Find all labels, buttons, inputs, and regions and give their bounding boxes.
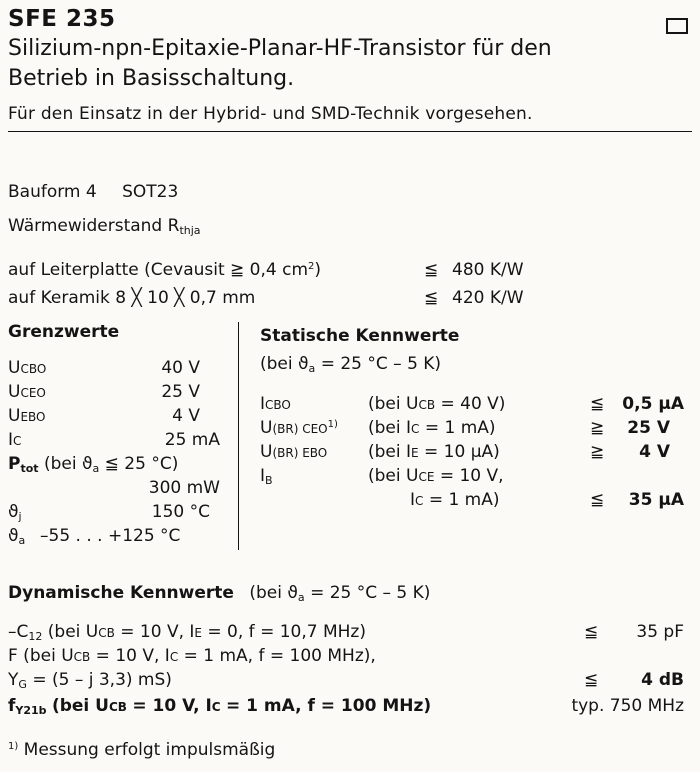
f-value: 4 dB [641,670,684,690]
ta-symbol: $ϑ_a$ [8,526,26,547]
thermal-value: 480 K/W [452,260,524,280]
limits-heading: Grenzwerte [8,322,120,342]
usage-note: Für den Einsatz in der Hybrid- und SMD-Technik vorgesehen. [8,104,533,124]
static-value: 0,5 µA [622,394,684,414]
thermal-row-text: auf Keramik 8 ╳ 10 ╳ 0,7 mm [8,288,256,308]
c12-value: 35 pF [636,622,684,642]
dynamic-cond: (bei ϑ [249,583,298,603]
thermal-row-text: auf Leiterplatte (Cevausit ≧ 0,4 cm [8,260,309,280]
dynamic-heading-row [8,583,430,604]
footnote-text: Messung erfolgt impulsmäßig [23,740,276,760]
tj-symbol: $ϑ_j$ [8,502,22,523]
package-row [8,182,178,202]
part-number: SFE 235 [8,6,116,32]
ptot-value: 300 mW [148,478,220,498]
thermal-rel: ≦ [424,288,439,308]
static-rel: ≦ [590,490,605,510]
f-rel: ≦ [584,670,599,690]
fy-value: typ. 750 MHz [571,696,684,716]
thermal-label [8,216,201,237]
static-cond-cont: IC = 1 mA) [410,490,500,510]
static-value: 25 V [627,418,670,438]
static-symbol: U(BR) CEO$^{1)}$ [260,418,338,438]
dynamic-cond-sub: a [297,591,305,604]
footnote [8,740,275,760]
static-symbol: U(BR) EBO [260,442,328,462]
static-condition: (bei $ϑ_a = 25$ °C – 5 K) [260,354,442,375]
limit-symbol: UCBO [8,358,47,378]
ta-value: –55 . . . +125 °C [40,526,181,546]
c12-row: $-C_{12}$ (bei UCB = 10 V, IE = 0, f = 10,7 MHz) [8,622,366,643]
thermal-label-text: Wärmewiderstand R [8,216,180,236]
title-line-1: Silizium-npn-Epitaxie-Planar-HF-Transistor für den [8,36,552,61]
divider [8,131,692,132]
static-cond: (bei UCB = 40 V) [368,394,506,414]
thermal-row [8,260,321,280]
yg-row: $Y_G = (5 - j$ 3,3) mS) [8,670,172,691]
package-label: Bauform 4 [8,182,97,202]
title-line-2: Betrieb in Basisschaltung. [8,66,295,91]
f-row: F (bei UCB = 10 V, IC = 1 mA, f = 100 MHz), [8,646,376,666]
c12-rel: ≦ [584,622,599,642]
limit-value: 25 mA [164,430,220,450]
static-value: 35 µA [628,490,684,510]
thermal-row [8,288,255,308]
thermal-row-sup: 2 [308,261,315,272]
limit-symbol: IC [8,430,22,450]
limit-symbol: UCEO [8,382,46,402]
limit-symbol: UEBO [8,406,46,426]
dynamic-cond-tail: = 25 °C – 5 K) [310,583,431,603]
fy-row: $f_{Y21b}$ (bei UCB = 10 V, IC = 1 mA, f = 100 MHz) [8,696,432,717]
thermal-label-sub: thja [179,224,201,237]
static-rel: ≦ [590,394,605,414]
footnote-mark: 1) [8,741,19,752]
static-cond: (bei UCE = 10 V, [368,466,504,486]
column-divider [238,322,239,550]
thermal-row-tail: ) [314,260,322,280]
static-rel: ≧ [590,418,605,438]
thermal-value: 420 K/W [452,288,524,308]
static-cond: (bei IE = 10 µA) [368,442,500,462]
limit-value: 25 V [161,382,200,402]
thermal-rel: ≦ [424,260,439,280]
ptot-label: $P_{tot}$ (bei $ϑ_a$ ≦ 25 °C) [8,454,179,475]
checkbox-square-icon [666,18,688,34]
tj-value: 150 °C [151,502,210,522]
dynamic-heading: Dynamische Kennwerte [8,583,234,603]
static-symbol: $I_B$ [260,466,273,487]
static-value: 4 V [639,442,670,462]
limit-value: 40 V [161,358,200,378]
package-value: SOT23 [122,182,179,202]
static-symbol: ICBO [260,394,291,414]
static-cond: (bei IC = 1 mA) [368,418,496,438]
limit-value: 4 V [172,406,200,426]
static-rel: ≧ [590,442,605,462]
static-heading: Statische Kennwerte [260,326,460,346]
